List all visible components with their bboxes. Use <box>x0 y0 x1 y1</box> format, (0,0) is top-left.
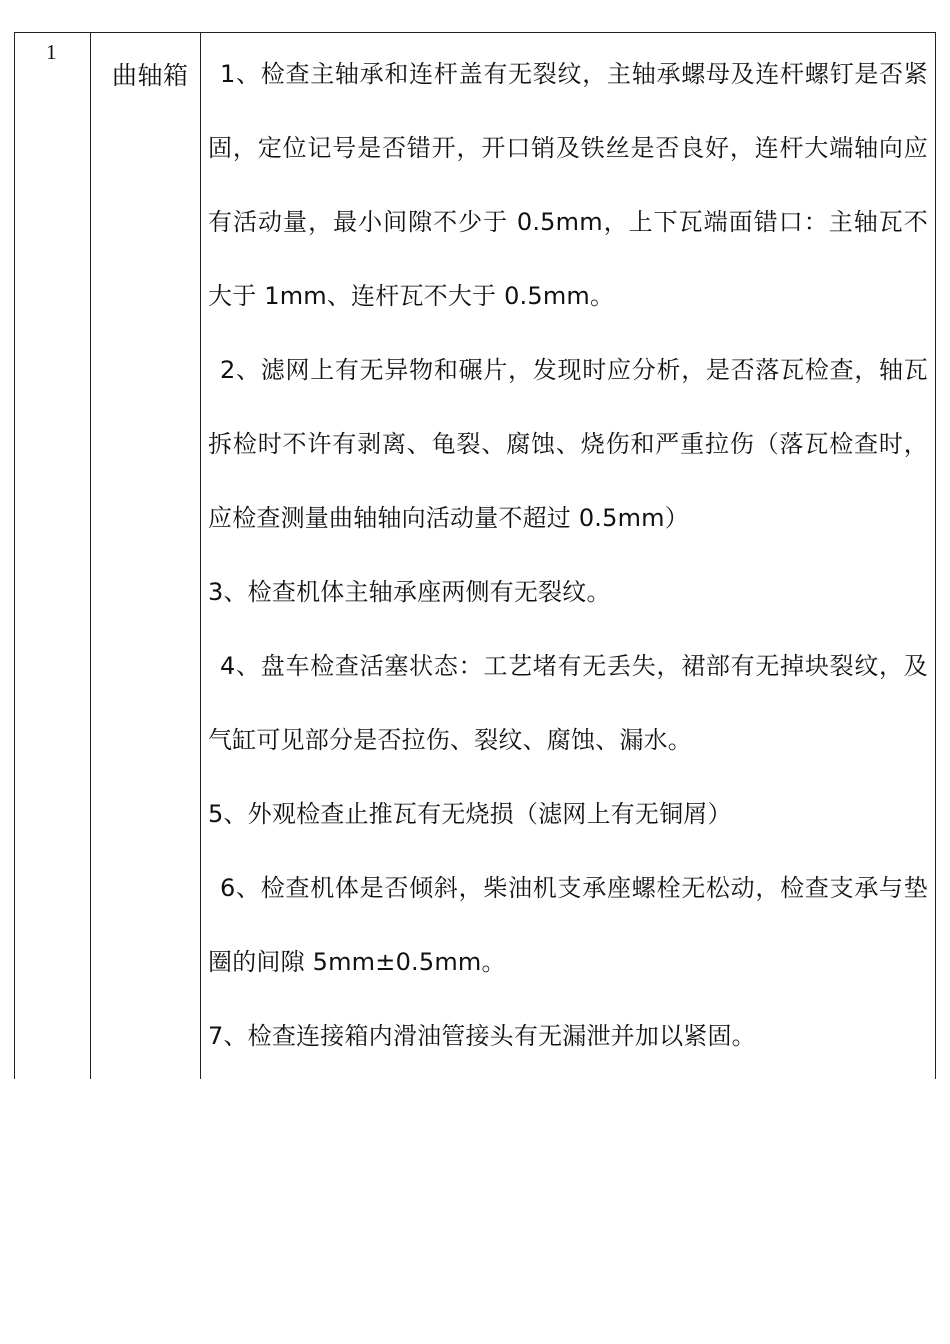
list-item: 5、外观检查止推瓦有无烧损（滤网上有无铜屑） <box>208 800 732 828</box>
list-item: 2、滤网上有无异物和碾片，发现时应分析，是否落瓦检查，轴瓦拆检时不许有剥离、龟裂、腐蚀、烧伤和严重拉伤（落瓦检查时，应检查测量曲轴轴向活动量不超过 0.5mm） <box>208 356 928 532</box>
list-item: 3、检查机体主轴承座两侧有无裂纹。 <box>208 578 611 606</box>
list-item: 7、检查连接箱内滑油管接头有无漏泄并加以紧固。 <box>208 1022 756 1050</box>
list-item: 4、盘车检查活塞状态：工艺堵有无丢失，裙部有无掉块裂纹，及气缸可见部分是否拉伤、裂纹、腐蚀、漏水。 <box>208 652 928 754</box>
table-left-border <box>14 33 15 1079</box>
row-number: 1 <box>46 40 57 64</box>
list-item: 1、检查主轴承和连杆盖有无裂纹，主轴承螺母及连杆螺钉是否紧固，定位记号是否错开，开口销及铁丝是否良好，连杆大端轴向应有活动量，最小间隙不少于 0.5mm，上下瓦端面错口：主轴瓦不大于 1mm、连杆瓦不大于 0.5mm。 <box>208 60 928 310</box>
table-right-border <box>935 33 936 1079</box>
list-item: 6、检查机体是否倾斜，柴油机支承座螺栓无松动，检查支承与垫圈的间隙 5mm±0.5mm。 <box>208 874 928 976</box>
component-name: 曲轴箱 <box>112 61 189 90</box>
column-divider-1 <box>90 33 91 1079</box>
inspection-items <box>208 37 928 1073</box>
column-divider-2 <box>200 33 201 1079</box>
